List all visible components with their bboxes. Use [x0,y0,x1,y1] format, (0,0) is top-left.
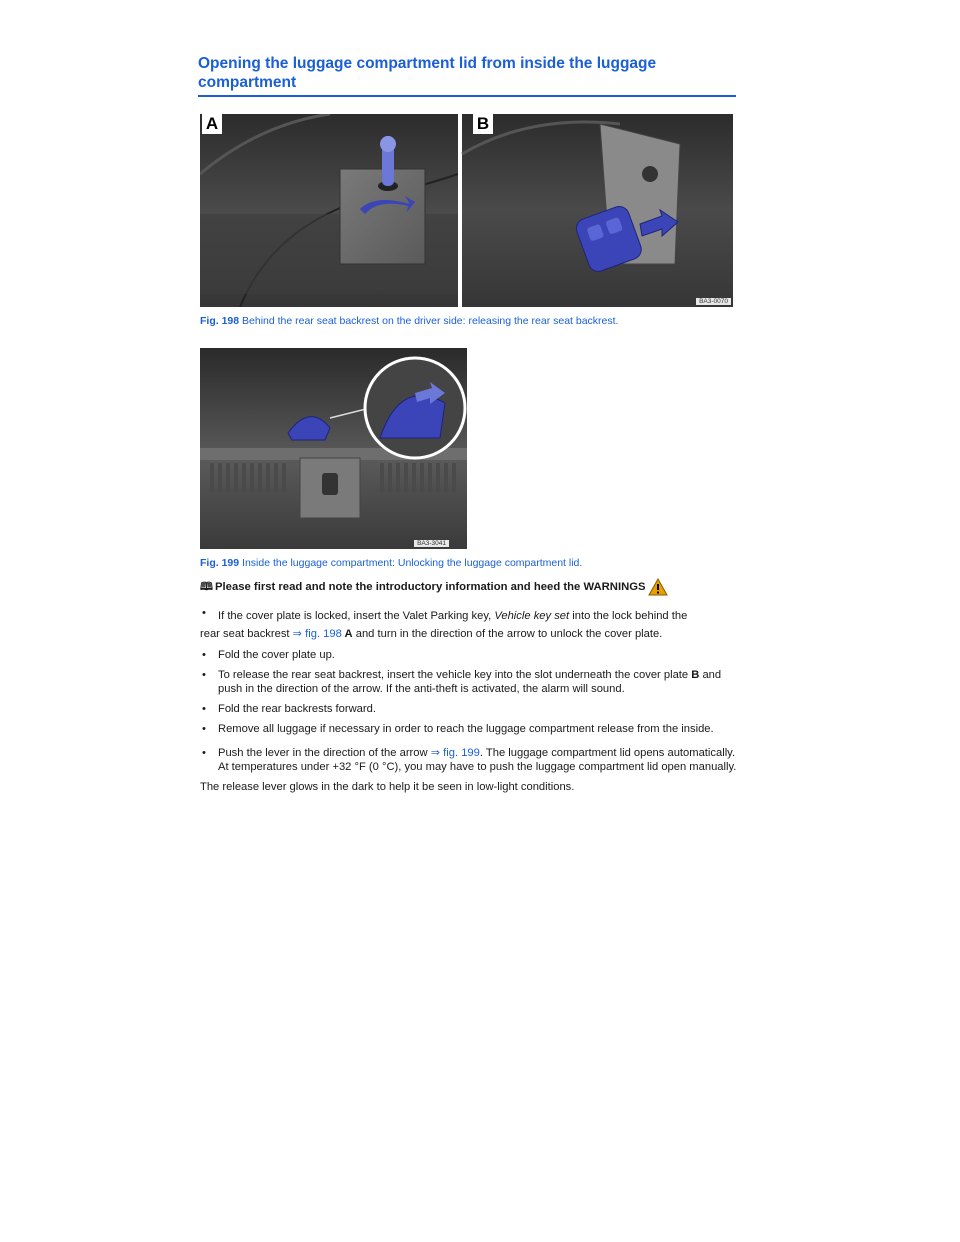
bullet-marker: • [202,669,206,681]
figure-code: BA3-3041 [414,540,449,547]
bullet-marker: • [202,607,206,619]
caption-number: Fig. 199 [200,557,240,569]
step-bold: A [341,628,353,640]
intro-line [200,578,740,596]
caption-fig-199 [200,557,582,569]
step-text: into the lock behind the [569,610,688,622]
bullet-marker: • [202,723,206,735]
book-icon: 🕮 [200,581,213,593]
step-text: Fold the cover plate up. [218,649,335,661]
caption-fig-198 [200,315,618,327]
figure-198-illustration [200,114,733,307]
list-item [200,746,740,774]
fig-199-link[interactable]: ⇒ fig. 199 [430,747,480,759]
list-item [200,606,740,626]
caption-number: Fig. 198 [200,315,240,327]
figure-198 [200,114,733,307]
figure-code: BA3-0070 [696,298,731,305]
figure-label-b: B [473,114,493,134]
title-rule [198,95,736,97]
instructions [200,578,740,794]
page-title: Opening the luggage compartment lid from inside the luggage compartment [198,55,657,91]
step-text: Remove all luggage if necessary in order to reach the luggage compartment release from the inside. [218,723,714,735]
figure-199-illustration [200,348,467,549]
step-text: Fold the rear backrests forward. [218,703,376,715]
list-item [200,702,740,716]
list-item [200,668,740,696]
step-text: rear seat backrest [200,628,293,640]
step-text: If the cover plate is locked, insert the Valet Parking key, [218,610,495,622]
bullet-marker: • [202,649,206,661]
step-text: . The luggage compartment lid opens automatically. At temperatures under +32 °F (0 °C), you may have to push the luggage compartment lid open manually. [218,747,737,773]
bullet-marker: • [202,747,206,759]
note-text: The release lever glows in the dark to help it be seen in low-light conditions. [200,781,575,793]
fig-198-link[interactable]: ⇒ fig. 198 [292,628,342,640]
page-header [198,54,738,97]
step-italic: Vehicle key set [494,610,570,622]
step-text: Push the lever in the direction of the arrow [218,747,431,759]
step-text: and turn in the direction of the arrow to unlock the cover plate. [352,628,663,640]
step-bold: B [691,669,700,681]
list-item-continuation [200,626,740,642]
figure-199 [200,348,467,549]
bullet-marker: • [202,703,206,715]
step-text: To release the rear seat backrest, insert the vehicle key into the slot underneath the cover plate [218,669,692,681]
list-item [200,648,740,662]
caption-text: Inside the luggage compartment: Unlocking the luggage compartment lid. [239,557,583,569]
caption-text: Behind the rear seat backrest on the driver side: releasing the rear seat backrest. [239,315,619,327]
warning-icon[interactable] [648,578,668,596]
intro-text: Please first read and note the introductory information and heed the WARNINGS [214,581,646,593]
list-item [200,722,740,736]
figure-label-a: A [202,114,222,134]
step-text: and push in the direction of the arrow. If the anti-theft is activated, the alarm will sound. [218,669,722,695]
